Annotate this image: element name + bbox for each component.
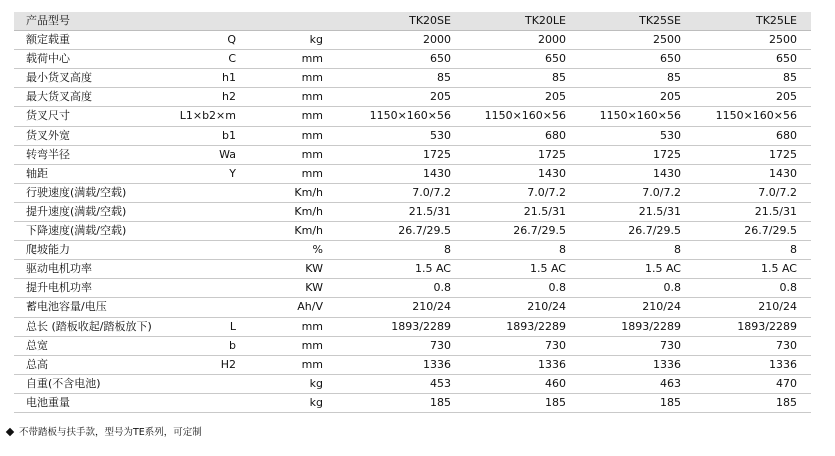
row-unit: mm: [301, 90, 323, 104]
value-tk20le: 2000: [538, 33, 566, 47]
row-unit: mm: [301, 128, 323, 142]
row-unit: mm: [301, 109, 323, 123]
row-symbol: Q: [227, 33, 236, 47]
table-header-row: [14, 12, 811, 31]
value-tk20se: 650: [430, 52, 451, 66]
value-tk20se: 1.5 AC: [414, 262, 451, 276]
table-row: [14, 394, 811, 413]
table-body: [14, 31, 811, 413]
value-tk20se: 210/24: [412, 300, 451, 314]
value-tk25le: 185: [776, 395, 797, 409]
row-name: 总宽: [26, 338, 48, 352]
value-tk25le: 0.8: [779, 281, 797, 295]
row-name: 提升电机功率: [26, 281, 92, 295]
row-symbol: h2: [222, 90, 236, 104]
row-unit: Km/h: [294, 185, 323, 199]
value-tk20le: 205: [545, 90, 566, 104]
value-tk25se: 1893/2289: [621, 319, 681, 333]
row-unit: Km/h: [294, 204, 323, 218]
value-tk25se: 0.8: [663, 281, 681, 295]
row-unit: kg: [309, 395, 323, 409]
row-name: 转弯半径: [26, 147, 70, 161]
model-header-tk25se: TK25SE: [639, 14, 681, 27]
table-row: [14, 337, 811, 356]
table-row: [14, 127, 811, 146]
value-tk25se: 8: [674, 243, 681, 257]
row-unit: mm: [301, 338, 323, 352]
row-name: 下降速度(满载/空载): [26, 224, 127, 238]
value-tk25le: 1725: [769, 147, 797, 161]
value-tk20le: 680: [545, 128, 566, 142]
value-tk20se: 530: [430, 128, 451, 142]
row-symbol: Wa: [219, 147, 236, 161]
value-tk20le: 8: [559, 243, 566, 257]
table-row: [14, 107, 811, 126]
value-tk20le: 0.8: [548, 281, 566, 295]
table-row: [14, 298, 811, 317]
row-symbol: H2: [220, 357, 236, 371]
value-tk20le: 1336: [538, 357, 566, 371]
value-tk20le: 650: [545, 52, 566, 66]
row-name: 额定载重: [26, 33, 70, 47]
row-name: 总长 (踏板收起/踏板放下): [26, 319, 152, 333]
row-unit: mm: [301, 357, 323, 371]
row-unit: mm: [301, 71, 323, 85]
table-row: [14, 356, 811, 375]
value-tk25le: 730: [776, 338, 797, 352]
table-row: [14, 69, 811, 88]
row-name: 最小货叉高度: [26, 71, 92, 85]
row-unit: KW: [305, 262, 323, 276]
table-row: [14, 88, 811, 107]
row-name: 驱动电机功率: [26, 262, 92, 276]
row-symbol: L: [229, 319, 236, 333]
value-tk25se: 210/24: [642, 300, 681, 314]
row-unit: kg: [309, 376, 323, 390]
value-tk25se: 1150×160×56: [599, 109, 681, 123]
row-name: 蓄电池容量/电压: [26, 300, 107, 314]
value-tk20le: 21.5/31: [523, 204, 566, 218]
value-tk25le: 470: [776, 376, 797, 390]
value-tk25se: 650: [660, 52, 681, 66]
value-tk25le: 680: [776, 128, 797, 142]
value-tk20le: 26.7/29.5: [513, 224, 566, 238]
row-unit: kg: [309, 33, 323, 47]
value-tk20le: 1725: [538, 147, 566, 161]
table-row: [14, 279, 811, 298]
value-tk20se: 1725: [423, 147, 451, 161]
value-tk25se: 730: [660, 338, 681, 352]
value-tk20se: 8: [444, 243, 451, 257]
row-symbol: b1: [222, 128, 236, 142]
value-tk20se: 453: [430, 376, 451, 390]
row-name: 货叉尺寸: [26, 109, 70, 123]
value-tk20se: 85: [437, 71, 451, 85]
row-symbol: Y: [229, 166, 236, 180]
value-tk25se: 21.5/31: [638, 204, 681, 218]
value-tk25le: 1430: [769, 166, 797, 180]
value-tk20le: 1.5 AC: [529, 262, 566, 276]
value-tk20se: 7.0/7.2: [412, 185, 451, 199]
row-name: 轴距: [26, 166, 48, 180]
table-row: [14, 31, 811, 50]
value-tk25se: 2500: [653, 33, 681, 47]
value-tk20se: 2000: [423, 33, 451, 47]
table-row: [14, 146, 811, 165]
value-tk20le: 1150×160×56: [484, 109, 566, 123]
model-header-tk25le: TK25LE: [755, 14, 797, 27]
value-tk20se: 205: [430, 90, 451, 104]
value-tk20se: 730: [430, 338, 451, 352]
row-unit: mm: [301, 166, 323, 180]
value-tk25se: 1430: [653, 166, 681, 180]
value-tk25se: 530: [660, 128, 681, 142]
diamond-icon: [6, 428, 14, 436]
table-row: [14, 375, 811, 394]
value-tk20se: 185: [430, 395, 451, 409]
value-tk20le: 7.0/7.2: [527, 185, 566, 199]
value-tk25le: 26.7/29.5: [744, 224, 797, 238]
row-name: 货叉外宽: [26, 128, 70, 142]
footnote: [4, 426, 202, 440]
value-tk20se: 0.8: [433, 281, 451, 295]
value-tk25le: 1.5 AC: [760, 262, 797, 276]
row-symbol: C: [228, 52, 236, 66]
value-tk25le: 2500: [769, 33, 797, 47]
row-name: 总高: [26, 357, 48, 371]
model-header-tk20le: TK20LE: [524, 14, 566, 27]
value-tk20se: 1893/2289: [391, 319, 451, 333]
value-tk25le: 205: [776, 90, 797, 104]
value-tk25le: 1150×160×56: [715, 109, 797, 123]
value-tk25se: 463: [660, 376, 681, 390]
value-tk25le: 1893/2289: [737, 319, 797, 333]
value-tk20se: 1150×160×56: [369, 109, 451, 123]
row-unit: Ah/V: [297, 300, 323, 314]
value-tk25se: 1725: [653, 147, 681, 161]
row-name: 电池重量: [26, 395, 70, 409]
value-tk25se: 85: [667, 71, 681, 85]
value-tk25le: 1336: [769, 357, 797, 371]
row-unit: %: [312, 243, 323, 257]
value-tk25le: 650: [776, 52, 797, 66]
row-symbol: h1: [222, 71, 236, 85]
value-tk20le: 85: [552, 71, 566, 85]
value-tk25le: 210/24: [758, 300, 797, 314]
value-tk25le: 7.0/7.2: [758, 185, 797, 199]
row-unit: mm: [301, 52, 323, 66]
value-tk20le: 1893/2289: [506, 319, 566, 333]
table-row: [14, 260, 811, 279]
table-row: [14, 184, 811, 203]
table-row: [14, 222, 811, 241]
value-tk20le: 1430: [538, 166, 566, 180]
table-row: [14, 50, 811, 69]
footnote-text: 不带踏板与扶手款，型号为TE系列，可定制: [19, 427, 202, 438]
value-tk25se: 1336: [653, 357, 681, 371]
row-unit: KW: [305, 281, 323, 295]
table-row: [14, 165, 811, 184]
value-tk20le: 210/24: [527, 300, 566, 314]
value-tk20le: 185: [545, 395, 566, 409]
value-tk25le: 21.5/31: [754, 204, 797, 218]
spec-table: [14, 12, 811, 413]
model-header-tk20se: TK20SE: [409, 14, 451, 27]
row-unit: mm: [301, 319, 323, 333]
value-tk20se: 21.5/31: [408, 204, 451, 218]
value-tk25le: 8: [790, 243, 797, 257]
value-tk20se: 1430: [423, 166, 451, 180]
row-symbol: b: [229, 338, 236, 352]
value-tk20le: 730: [545, 338, 566, 352]
value-tk25se: 7.0/7.2: [642, 185, 681, 199]
value-tk20se: 1336: [423, 357, 451, 371]
table-row: [14, 318, 811, 337]
value-tk25se: 185: [660, 395, 681, 409]
header-label: 产品型号: [26, 14, 70, 27]
table-row: [14, 203, 811, 222]
row-unit: mm: [301, 147, 323, 161]
table-row: [14, 241, 811, 260]
value-tk25le: 85: [783, 71, 797, 85]
row-name: 行驶速度(满载/空载): [26, 185, 127, 199]
row-name: 载荷中心: [26, 52, 70, 66]
row-name: 自重(不含电池): [26, 376, 101, 390]
row-name: 提升速度(满载/空载): [26, 204, 127, 218]
row-name: 最大货叉高度: [26, 90, 92, 104]
value-tk25se: 1.5 AC: [644, 262, 681, 276]
row-name: 爬坡能力: [26, 243, 70, 257]
row-symbol: L1×b2×m: [179, 109, 236, 123]
value-tk25se: 205: [660, 90, 681, 104]
value-tk20se: 26.7/29.5: [398, 224, 451, 238]
row-unit: Km/h: [294, 224, 323, 238]
value-tk20le: 460: [545, 376, 566, 390]
value-tk25se: 26.7/29.5: [628, 224, 681, 238]
